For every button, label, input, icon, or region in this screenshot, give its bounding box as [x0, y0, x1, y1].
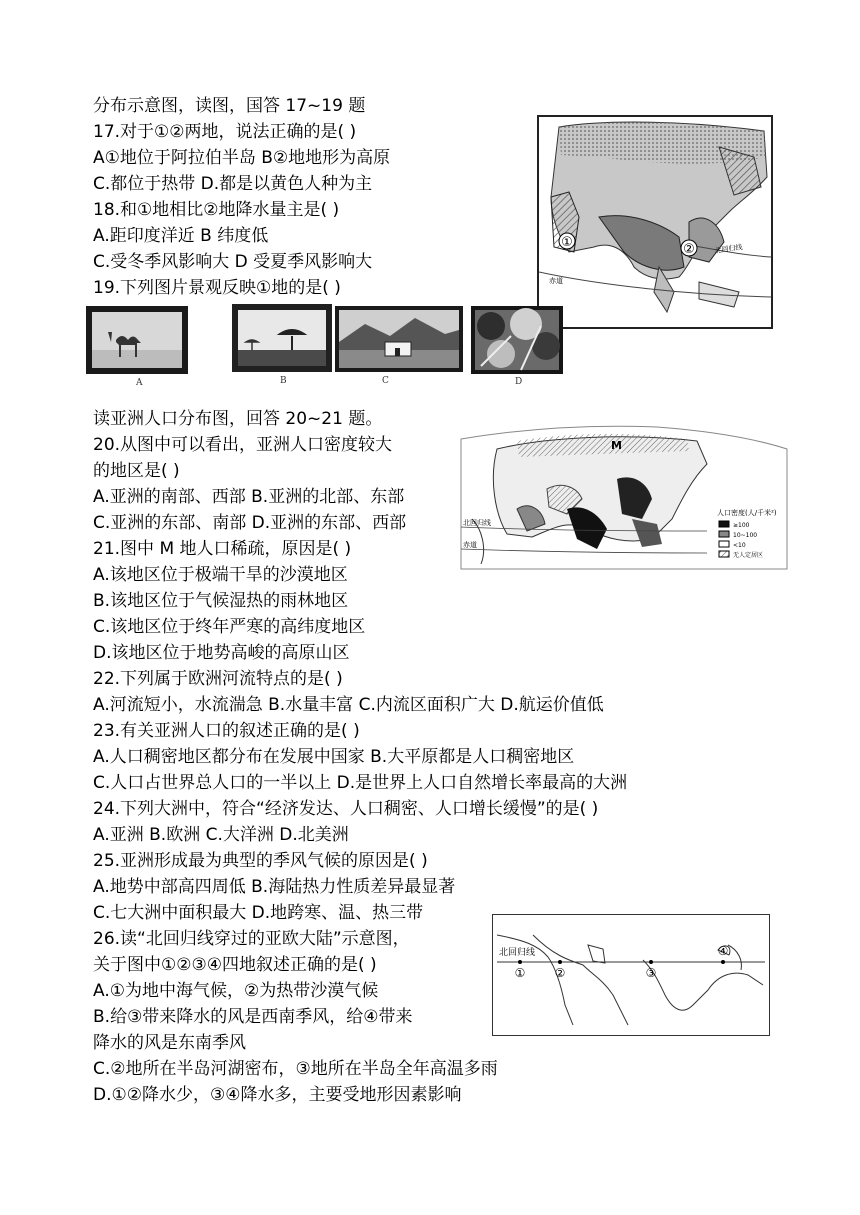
legend-item: 10~100: [733, 532, 758, 539]
photo-d-rainforest: [471, 306, 563, 374]
map2-equator-label: 赤道: [463, 541, 477, 549]
question-21: 21.图中 M 地人口稀疏，原因是( ): [93, 539, 352, 559]
map3-marker-3: ③: [645, 966, 657, 980]
asia-population-map: [457, 419, 791, 575]
map3-marker-1: ①: [514, 966, 526, 980]
map2-label-m: M: [611, 439, 622, 452]
option-line: A.距印度洋近 B 纬度低: [93, 226, 269, 246]
map1-label-2: ②: [683, 242, 695, 257]
question-19: 19.下列图片景观反映①地的是( ): [93, 278, 341, 298]
option-line: A.该地区位于极端干旱的沙漠地区: [93, 565, 348, 585]
option-line: C.七大洲中面积最大 D.地跨寒、温、热三带: [93, 903, 424, 923]
photo-caption: A: [136, 378, 143, 388]
tropic-eurasia-map: [492, 914, 770, 1036]
option-line: B.该地区位于气候湿热的雨林地区: [93, 591, 349, 611]
option-line: C.都位于热带 D.都是以黄色人种为主: [93, 174, 373, 194]
question-25: 25.亚洲形成最为典型的季风气候的原因是( ): [93, 851, 428, 871]
option-line: C.亚洲的东部、南部 D.亚洲的东部、西部: [93, 513, 407, 533]
question-24: 24.下列大洲中，符合“经济发达、人口稠密、人口增长缓慢”的是( ): [93, 799, 599, 819]
option-line: A.河流短小，水流湍急 B.水量丰富 C.内流区面积广大 D.航运价值低: [93, 695, 604, 715]
question-20: 20.从图中可以看出，亚洲人口密度较大: [93, 435, 393, 455]
legend-item: 无人定居区: [733, 552, 764, 559]
option-line: A.亚洲的南部、西部 B.亚洲的北部、东部: [93, 487, 405, 507]
text-line: 读亚洲人口分布图，回答 20~21 题。: [93, 409, 383, 429]
option-line: C.人口占世界总人口的一半以上 D.是世界上人口自然增长率最高的大洲: [93, 773, 628, 793]
option-line: 降水的风是东南季风: [93, 1033, 246, 1053]
photo-b-savanna: [232, 304, 332, 372]
map3-marker-2: ②: [554, 966, 566, 980]
legend-item: ≥100: [733, 522, 750, 529]
option-line: A.地势中部高四周低 B.海陆热力性质差异最显著: [93, 877, 456, 897]
option-line: A.亚洲 B.欧洲 C.大洋洲 D.北美洲: [93, 825, 349, 845]
question-18: 18.和①地相比②地降水量主是( ): [93, 200, 340, 220]
photo-c-mountain-hut: [335, 306, 463, 372]
map1-label-1: ①: [561, 235, 573, 250]
photo-a-camel-desert: [86, 306, 188, 374]
text-line: 分布示意图，读图，国答 17~19 题: [93, 96, 366, 116]
option-line: D.①②降水少，③④降水多，主要受地形因素影响: [93, 1085, 462, 1105]
legend-swatch: [719, 531, 729, 537]
legend-swatch: [719, 521, 729, 527]
option-line: B.给③带来降水的风是西南季风，给④带来: [93, 1007, 413, 1027]
text-line: 关于图中①②③④四地叙述正确的是( ): [93, 955, 377, 975]
map1-tropic-label: 北回归线: [714, 243, 744, 255]
question-17: 17.对于①②两地，说法正确的是( ): [93, 122, 357, 142]
option-line: A①地位于阿拉伯半岛 B②地地形为高原: [93, 148, 391, 168]
question-23: 23.有关亚洲人口的叙述正确的是( ): [93, 721, 360, 741]
legend-title: 人口密度(人/千米²): [717, 509, 777, 517]
option-line: A.①为地中海气候，②为热带沙漠气候: [93, 981, 379, 1001]
option-line: C.受冬季风影响大 D 受夏季风影响大: [93, 252, 373, 272]
question-26: 26.读“北回归线穿过的亚欧大陆”示意图，: [93, 929, 410, 949]
asia-region-map: [537, 115, 773, 329]
legend-swatch: [719, 541, 729, 547]
photo-caption: C: [382, 376, 389, 386]
map2-tropic-label: 北回归线: [463, 519, 491, 527]
option-line: A.人口稠密地区都分布在发展中国家 B.大平原都是人口稠密地区: [93, 747, 575, 767]
option-line: D.该地区位于地势高峻的高原山区: [93, 643, 350, 663]
text-line: 的地区是( ): [93, 461, 180, 481]
legend-item: <10: [733, 542, 746, 549]
legend-swatch: [719, 551, 729, 557]
map1-equator-label: 赤道: [549, 277, 563, 285]
question-22: 22.下列属于欧洲河流特点的是( ): [93, 669, 343, 689]
photo-caption: D: [515, 377, 523, 387]
map3-marker-4: ④: [717, 944, 729, 958]
option-line: C.②地所在半岛河湖密布，③地所在半岛全年高温多雨: [93, 1059, 498, 1079]
option-line: C.该地区位于终年严寒的高纬度地区: [93, 617, 366, 637]
photo-caption: B: [280, 376, 287, 386]
map3-tropic-label: 北回归线: [499, 948, 536, 958]
